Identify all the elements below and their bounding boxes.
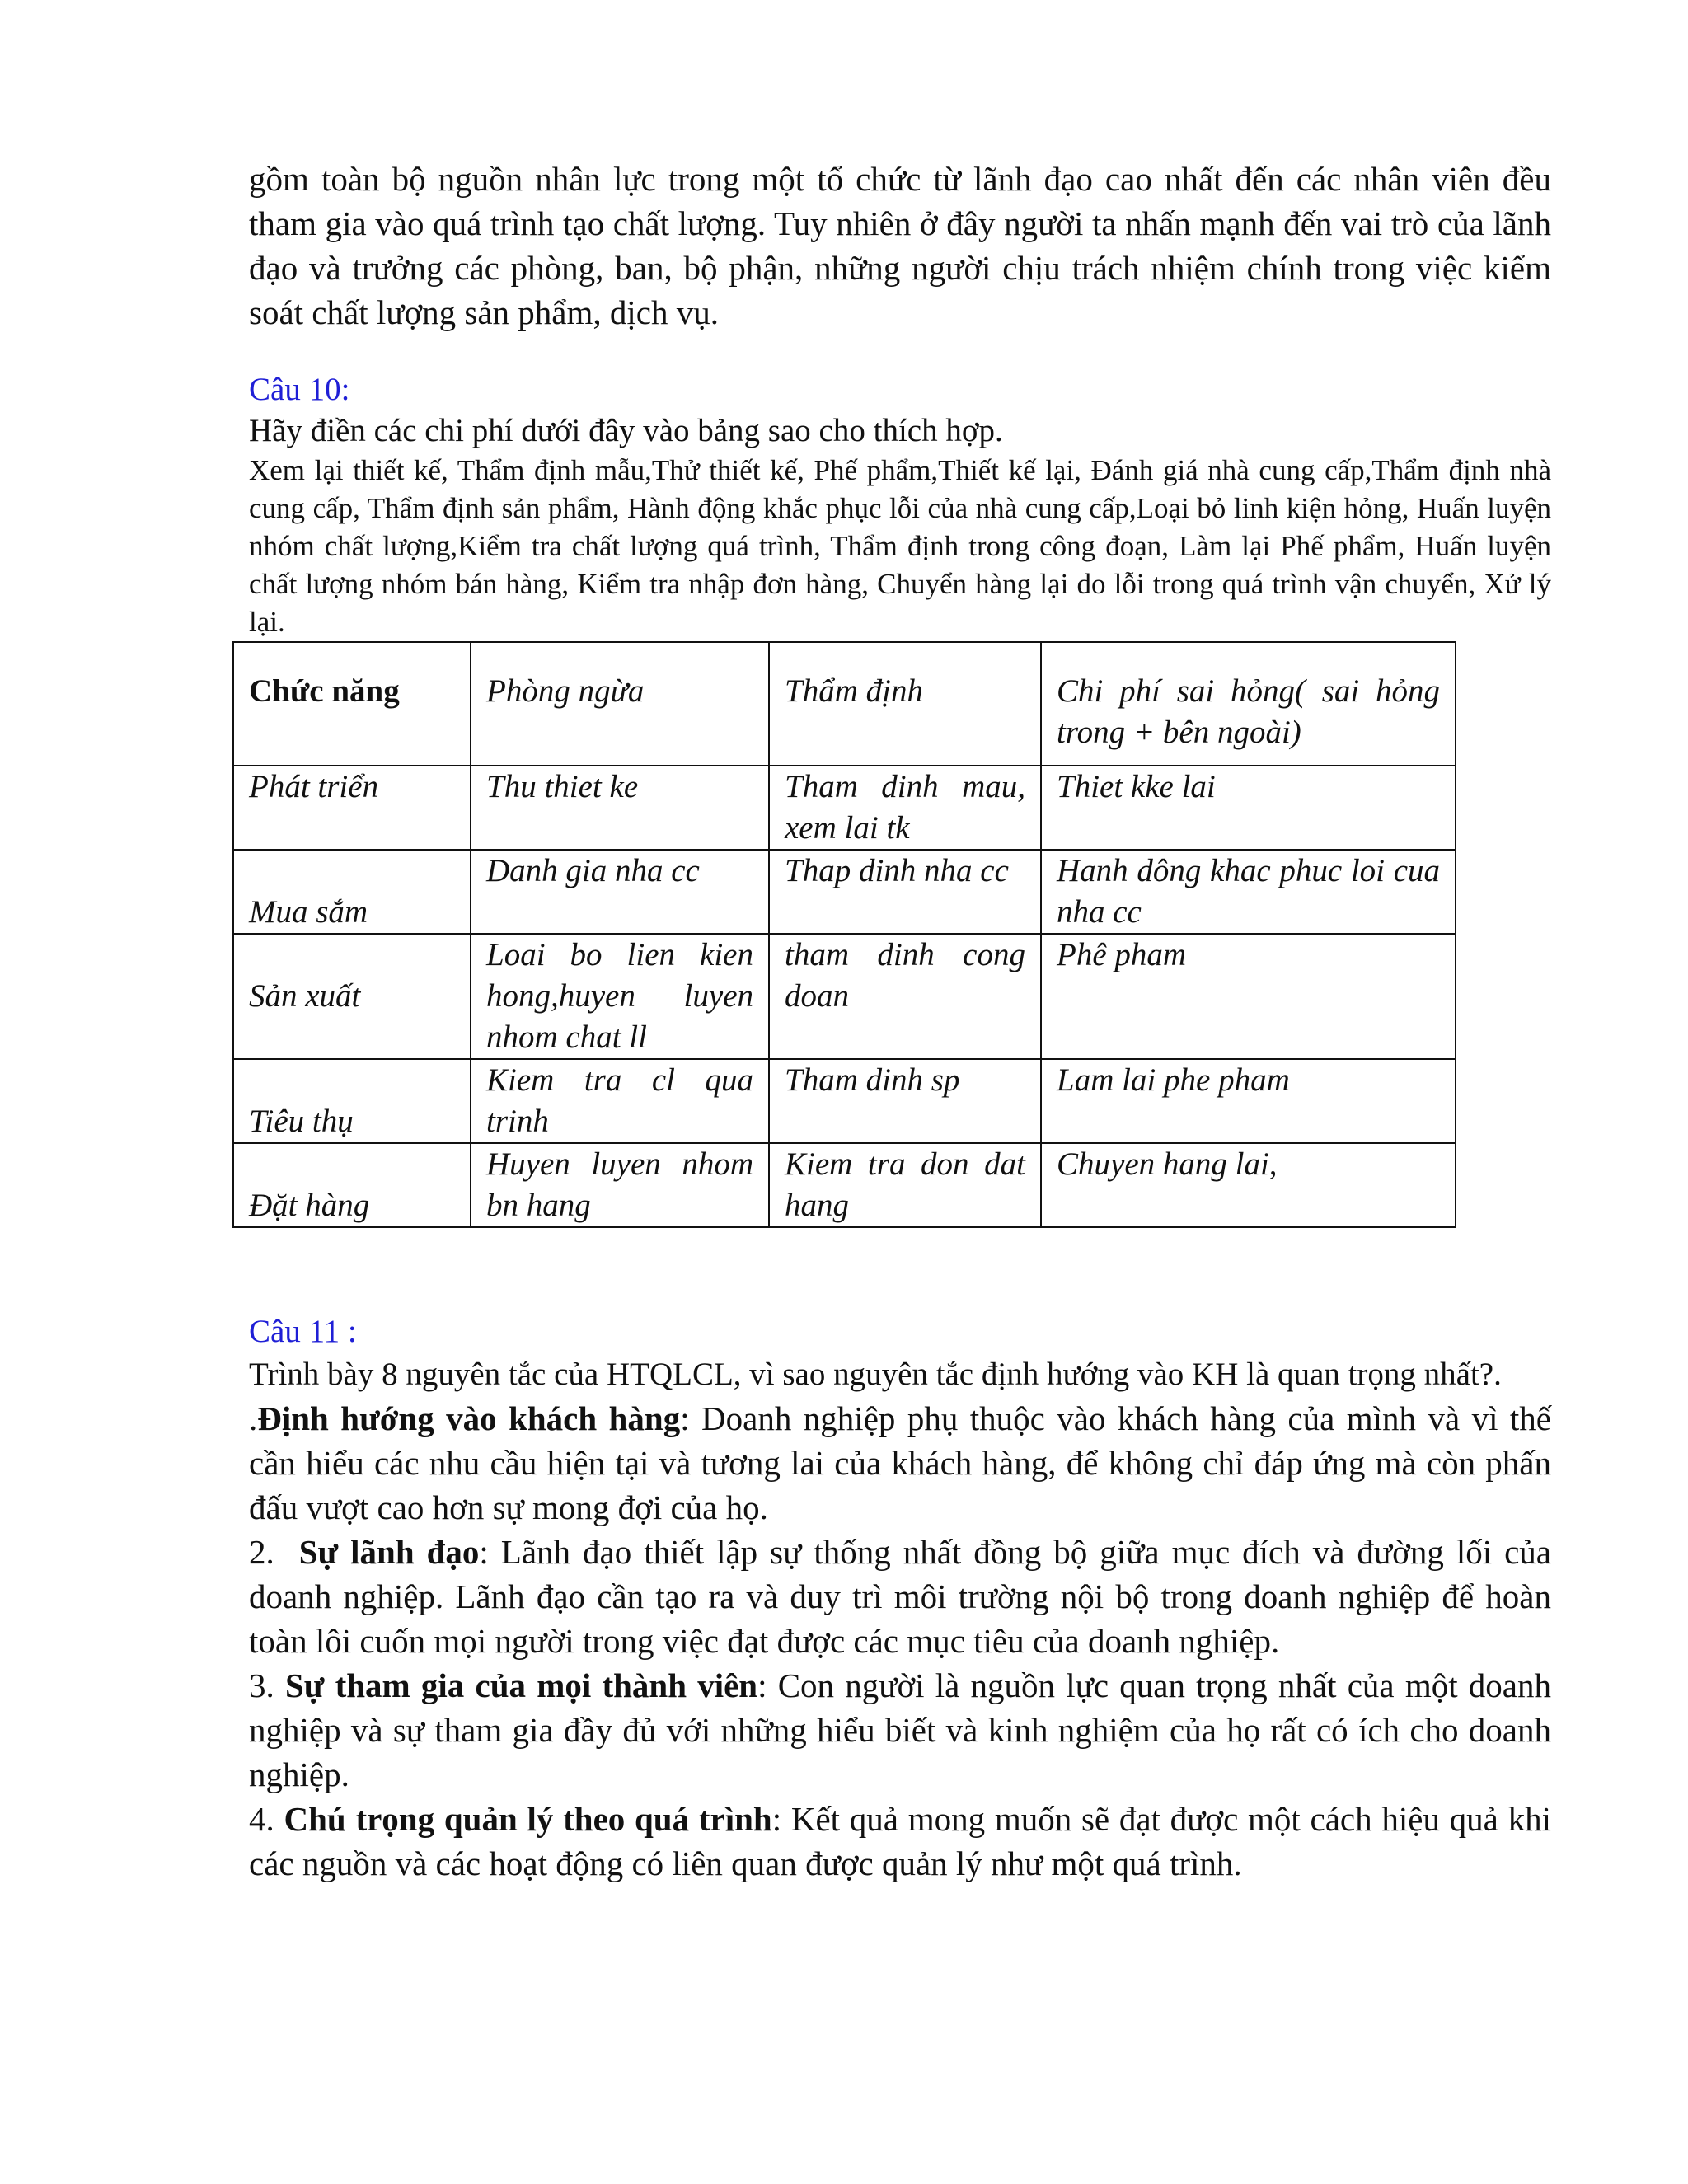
table-row — [233, 1143, 1456, 1227]
q11-question: Trình bày 8 nguyên tắc của HTQLCL, vì sao nguyên tắc định hướng vào KH là quan trọng nhất?. — [249, 1357, 1502, 1392]
principle-body: : Doanh nghiệp phụ thuộc vào khách hàng của mình và vì thế cần hiểu các nhu cầu hiện tại và tương lai của khách hàng, để không chỉ đáp ứng mà còn phấn đấu vượt cao hơn sự mong đợi của họ. — [249, 1399, 1551, 1526]
table-cell: Danh gia nha cc — [471, 850, 769, 934]
table-cell: Sản xuất — [233, 934, 471, 1059]
principle-title: Sự lãnh đạo — [298, 1533, 480, 1571]
header-failure-cost: Chi phí sai hỏng( sai hỏng trong + bên ngoài) — [1041, 642, 1456, 766]
table-cell: Thap dinh nha cc — [769, 850, 1041, 934]
table-row — [233, 1059, 1456, 1143]
cost-table — [232, 641, 1456, 1228]
table-cell: Phê pham — [1041, 934, 1456, 1059]
principle-4 — [249, 1797, 1551, 1886]
table-cell: Huyen luyen nhom bn hang — [471, 1143, 769, 1227]
principle-number: 3. — [249, 1666, 285, 1704]
principle-number: . — [249, 1399, 258, 1437]
table-cell: Tiêu thụ — [233, 1059, 471, 1143]
q11-heading: Câu 11 : — [249, 1314, 357, 1349]
table-cell: Loai bo lien kien hong,huyen luyen nhom chat ll — [471, 934, 769, 1059]
q10-instruction: Hãy điền các chi phí dưới đây vào bảng sao cho thích hợp. — [249, 413, 1003, 448]
table-cell: Thu thiet ke — [471, 766, 769, 850]
q11-answer — [249, 1353, 1551, 1886]
table-cell: Lam lai phe pham — [1041, 1059, 1456, 1143]
document-page — [249, 157, 1551, 1886]
table-cell: Mua sắm — [233, 850, 471, 934]
table-row — [233, 850, 1456, 934]
principle-body: : Lãnh đạo thiết lập sự thống nhất đồng bộ giữa mục đích và đường lối của doanh nghiệp. Lãnh đạo cần tạo ra và duy trì môi trường nội bộ trong doanh nghiệp để hoàn toàn lôi cuốn mọi người trong việc đạt được các mục tiêu của doanh nghiệp. — [249, 1533, 1551, 1660]
principle-3 — [249, 1663, 1551, 1797]
principle-title: Định hướng vào khách hàng — [257, 1399, 681, 1437]
header-prevention: Phòng ngừa — [471, 642, 769, 766]
intro-paragraph: gồm toàn bộ nguồn nhân lực trong một tổ chức từ lãnh đạo cao nhất đến các nhân viên đều tham gia vào quá trình tạo chất lượng. Tuy nhiên ở đây người ta nhấn mạnh đến vai trò của lãnh đạo và trưởng các phòng, ban, bộ phận, những người chịu trách nhiệm chính trong việc kiểm soát chất lượng sản phẩm, dịch vụ. — [249, 160, 1551, 331]
table-row — [233, 934, 1456, 1059]
header-appraisal: Thẩm định — [769, 642, 1041, 766]
principle-1 — [249, 1396, 1551, 1530]
table-cell: Kiem tra don dat hang — [769, 1143, 1041, 1227]
header-function: Chức năng — [233, 642, 471, 766]
q10-heading: Câu 10: — [249, 372, 350, 407]
table-cell: Tham dinh mau, xem lai tk — [769, 766, 1041, 850]
principle-number: 4. — [249, 1800, 284, 1838]
table-row — [233, 766, 1456, 850]
principle-number: 2. — [249, 1533, 299, 1571]
table-cell: tham dinh cong doan — [769, 934, 1041, 1059]
table-cell: Thiet kke lai — [1041, 766, 1456, 850]
principle-title: Chú trọng quản lý theo quá trình — [284, 1800, 772, 1838]
table-cell: Chuyen hang lai, — [1041, 1143, 1456, 1227]
table-cell: Kiem tra cl qua trinh — [471, 1059, 769, 1143]
table-cell: Hanh dông khac phuc loi cua nha cc — [1041, 850, 1456, 934]
principle-title: Sự tham gia của mọi thành viên — [284, 1666, 758, 1704]
table-cell: Tham dinh sp — [769, 1059, 1041, 1143]
table-cell: Đặt hàng — [233, 1143, 471, 1227]
q10-cost-list: Xem lại thiết kế, Thẩm định mẫu,Thử thiết kế, Phế phẩm,Thiết kế lại, Đánh giá nhà cung cấp,Thẩm định nhà cung cấp, Thẩm định sản phẩm, Hành động khắc phục lỗi của nhà cung cấp,Loại bỏ linh kiện hỏng, Huấn luyện nhóm chất lượng,Kiểm tra chất lượng quá trình, Thẩm định trong công đoạn, Làm lại Phế phẩm, Huấn luyện chất lượng nhóm bán hàng, Kiểm tra nhập đơn hàng, Chuyển hàng lại do lỗi trong quá trình vận chuyển, Xử lý lại. — [249, 454, 1551, 638]
principle-2 — [249, 1530, 1551, 1663]
principle-body: : Kết quả mong muốn sẽ đạt được một cách hiệu quả khi các nguồn và các hoạt động có liên quan được quản lý như một quá trình. — [249, 1800, 1552, 1882]
table-cell: Phát triển — [233, 766, 471, 850]
principle-body: : Con người là nguồn lực quan trọng nhất của một doanh nghiệp và sự tham gia đầy đủ với những hiểu biết và kinh nghiệm của họ rất có ích cho doanh nghiệp. — [249, 1666, 1552, 1793]
table-header-row — [233, 642, 1456, 766]
